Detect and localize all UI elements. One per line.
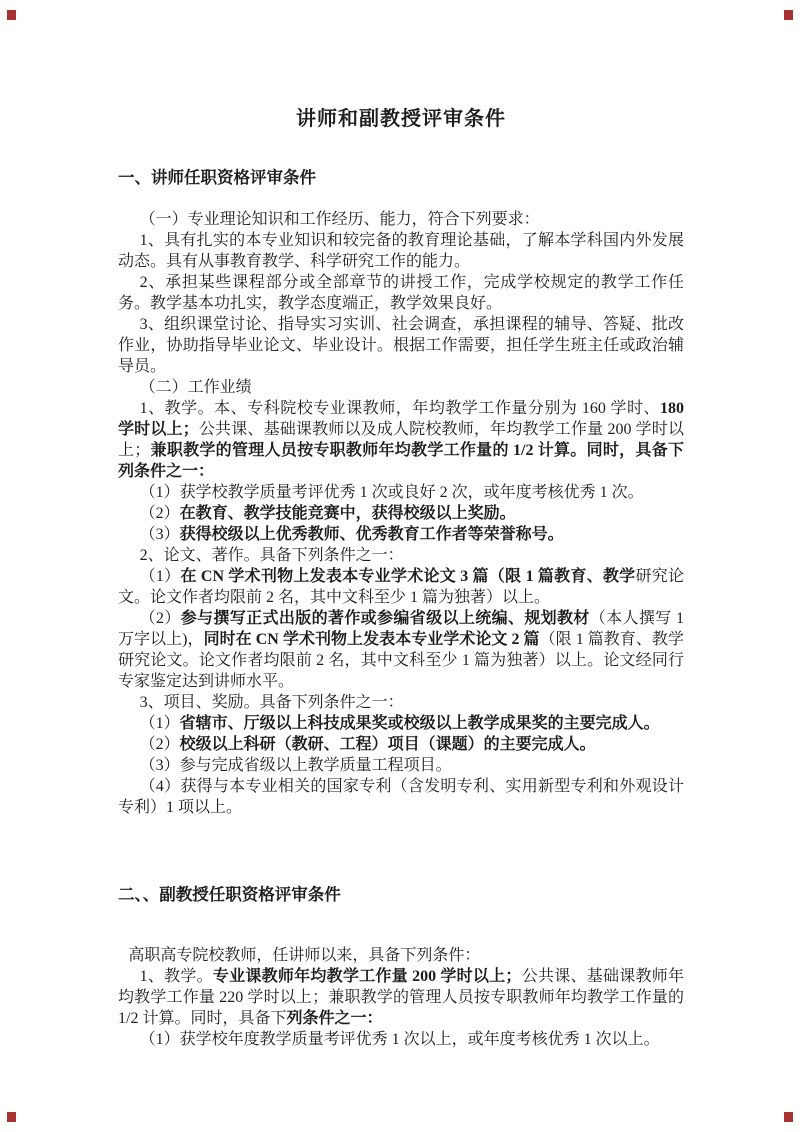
text-run: 列条件之一： [286, 1010, 383, 1027]
paragraph [118, 272, 684, 314]
text-run: 1、教学。本、专科院校专业课教师，年均教学工作量分别为 160 学时、 [139, 400, 660, 417]
paragraph [118, 314, 684, 377]
text-run: 1、教学。 [139, 968, 213, 985]
paragraph [118, 692, 684, 713]
text-run: 公共课、基础课教师年均教学工作量 220 学时以上；兼职教学的管理人员按专职教师年均教学工作量的 1/2 计算。同时，具备下 [118, 968, 684, 1027]
paragraph [118, 608, 684, 692]
text-run: （1）获学校年度教学质量考评优秀 1 次以上，或年度考核优秀 1 次以上。 [139, 1031, 660, 1048]
section-body [118, 209, 684, 818]
text-run: （1）获学校教学质量考评优秀 1 次或良好 2 次，或年度考核优秀 1 次。 [139, 484, 644, 501]
text-run: 3、组织课堂讨论、指导实习实训、社会调查，承担课程的辅导、答疑、批改作业，协助指导毕业论文、毕业设计。根据工作需要，担任学生班主任或政治辅导员。 [118, 316, 684, 375]
text-run: 公共课、基础课教师以及成人院校教师，年均教学工作量 200 学时以上； [118, 421, 684, 459]
text-run: 获得校级以上优秀教师、优秀教育工作者等荣誉称号。 [179, 526, 564, 543]
corner-crop-mark-top-left [7, 10, 16, 20]
paragraph [118, 230, 684, 272]
document-title: 讲师和副教授评审条件 [296, 108, 506, 130]
paragraph [118, 545, 684, 566]
paragraph [118, 566, 684, 608]
corner-crop-mark-top-right [784, 10, 793, 20]
text-run: 1、具有扎实的本专业知识和较完备的教育理论基础，了解本学科国内外发展动态。具有从事教育教学、科学研究工作的能力。 [118, 232, 684, 270]
section-heading: 二、、副教授任职资格评审条件 [118, 885, 341, 904]
text-run: 同时在 CN 学术刊物上发表本专业学术论文 2 篇 [203, 631, 540, 648]
paragraph [118, 755, 684, 776]
text-run: （本人撰写 1 万字以上)， [118, 610, 684, 648]
text-run: （1） [139, 715, 180, 732]
text-run: 高职高专院校教师，任讲师以来，具备下列条件： [128, 947, 481, 964]
text-run: （3）参与完成省级以上教学质量工程项目。 [139, 757, 452, 774]
paragraph [118, 1029, 684, 1050]
text-run: （2） [139, 736, 180, 753]
text-run: 在 CN 学术刊物上发表本专业学术论文 3 篇（限 1 篇教育、教学 [180, 568, 636, 585]
text-run: 3、项目、奖励。具备下列条件之一： [139, 694, 404, 711]
section-lecturer [118, 164, 684, 818]
paragraph [118, 377, 684, 398]
text-run: （1） [139, 568, 181, 585]
section-body [118, 945, 684, 1050]
paragraph [118, 966, 684, 1029]
section-heading: 一、讲师任职资格评审条件 [118, 168, 316, 187]
text-run: （2） [139, 505, 180, 522]
paragraph [118, 209, 684, 230]
text-run: （2） [139, 610, 181, 627]
text-run: （3） [139, 526, 180, 543]
corner-crop-mark-bottom-right [784, 1112, 793, 1122]
paragraph [118, 482, 684, 503]
paragraph [118, 398, 684, 482]
text-run: （二）工作业绩 [139, 379, 252, 396]
text-run: 兼职教学的管理人员按专职教师年均教学工作量的 1/2 计算。同时，具备下列条件之一： [118, 442, 684, 480]
text-run: 180 学时以上； [118, 400, 684, 438]
text-run: 省辖市、厅级以上科技成果奖或校级以上教学成果奖的主要完成人。 [179, 715, 660, 732]
text-run: 在教育、教学技能竞赛中，获得校级以上奖励。 [179, 505, 516, 522]
text-run: （限 1 篇教育、教学研究论文。论文作者均限前 2 名，其中文科至少 1 篇为独著）以上。论文经同行专家鉴定达到讲师水平。 [118, 631, 684, 690]
text-run: 2、承担某些课程部分或全部章节的讲授工作，完成学校规定的教学工作任务。教学基本功扎实，教学态度端正，教学效果良好。 [118, 274, 684, 312]
paragraph [118, 776, 684, 818]
text-run: 校级以上科研（教研、工程）项目（课题）的主要完成人。 [179, 736, 596, 753]
text-run: 参与撰写正式出版的著作或参编省级以上统编、规划教材 [180, 610, 590, 627]
text-run: （一）专业理论知识和工作经历、能力，符合下列要求： [139, 211, 540, 228]
paragraph [118, 524, 684, 545]
text-run: 研究论文。论文作者均限前 2 名，其中文科至少 1 篇为独著）以上。 [118, 568, 684, 606]
paragraph [118, 734, 684, 755]
paragraph [118, 945, 684, 966]
text-run: （4）获得与本专业相关的国家专利（含发明专利、实用新型专利和外观设计专利）1 项以上。 [118, 778, 684, 816]
text-run: 2、论文、著作。具备下列条件之一： [139, 547, 404, 564]
paragraph [118, 503, 684, 524]
corner-crop-mark-bottom-left [7, 1112, 16, 1122]
section-associate-professor [118, 881, 684, 1050]
text-run: 专业课教师年均教学工作量 200 学时以上； [212, 968, 522, 985]
paragraph [118, 713, 684, 734]
